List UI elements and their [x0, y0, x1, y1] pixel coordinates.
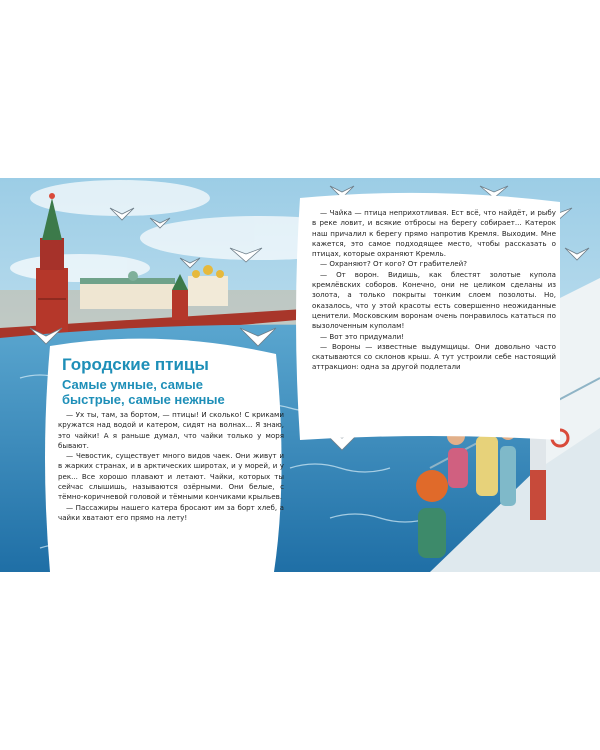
paragraph: — Ух ты, там, за бортом, — птицы! И сколько! С криками кружатся над водой и катером, сидят на волнах... Я знаю, это чайки! А я раньше думал, что чайки только у моря бывают. [58, 410, 284, 450]
paragraph: — Вот это придумали! [320, 331, 405, 341]
cathedrals [188, 276, 228, 306]
paragraph: — Вороны — известные выдумщицы. Они довольно часто скатываются со склонов крыш. А тут устроили себе настоящий аттракцион: одна за другой подлетали [312, 341, 556, 372]
section-title: Городские птицы [62, 355, 209, 374]
paragraph: — Пассажиры нашего катера бросают им за борт хлеб, а чайки хватают его прямо на лету! [58, 502, 284, 522]
left-text-block [58, 410, 284, 523]
paragraph: — От ворон. Видишь, как блестят золотые купола кремлёвских соборов. Конечно, они не целиком сделаны из золота, а только покрыты тонким слоем позолоты. Но, оказалось, что у этой красоты есть совершенно неожиданные ценители. Московским воронам очень понравилось кататься по вызолоченным куполам! [312, 269, 556, 331]
paragraph: — Чевостик, существует много видов чаек. Они живут и в жарких странах, и в арктических широтах, и у морей, и у рек... Все хорошо плавают и летают. Чайки, которых ты сейчас слышишь, называются озёрными. Они белые, с тёмно-коричневой головой и тёмными кончиками крыльев. [58, 451, 284, 502]
palace [80, 283, 175, 309]
paragraph: — Охраняют? От кого? От грабителей? [320, 259, 467, 269]
section-subtitle: Самые умные, самые быстрые, самые нежные [62, 377, 225, 407]
paragraph: — Чайка — птица неприхотливая. Ест всё, что найдёт, и рыбу в реке ловит, и всякие отбросы на берегу собирает... Катерок наш причалил к берегу прямо напротив Кремля. Выходим. Мне кажется, это самое подходящее место, чтобы рассказать о птицах, которые охраняют Кремль. [312, 208, 556, 259]
right-text-block [312, 208, 556, 373]
